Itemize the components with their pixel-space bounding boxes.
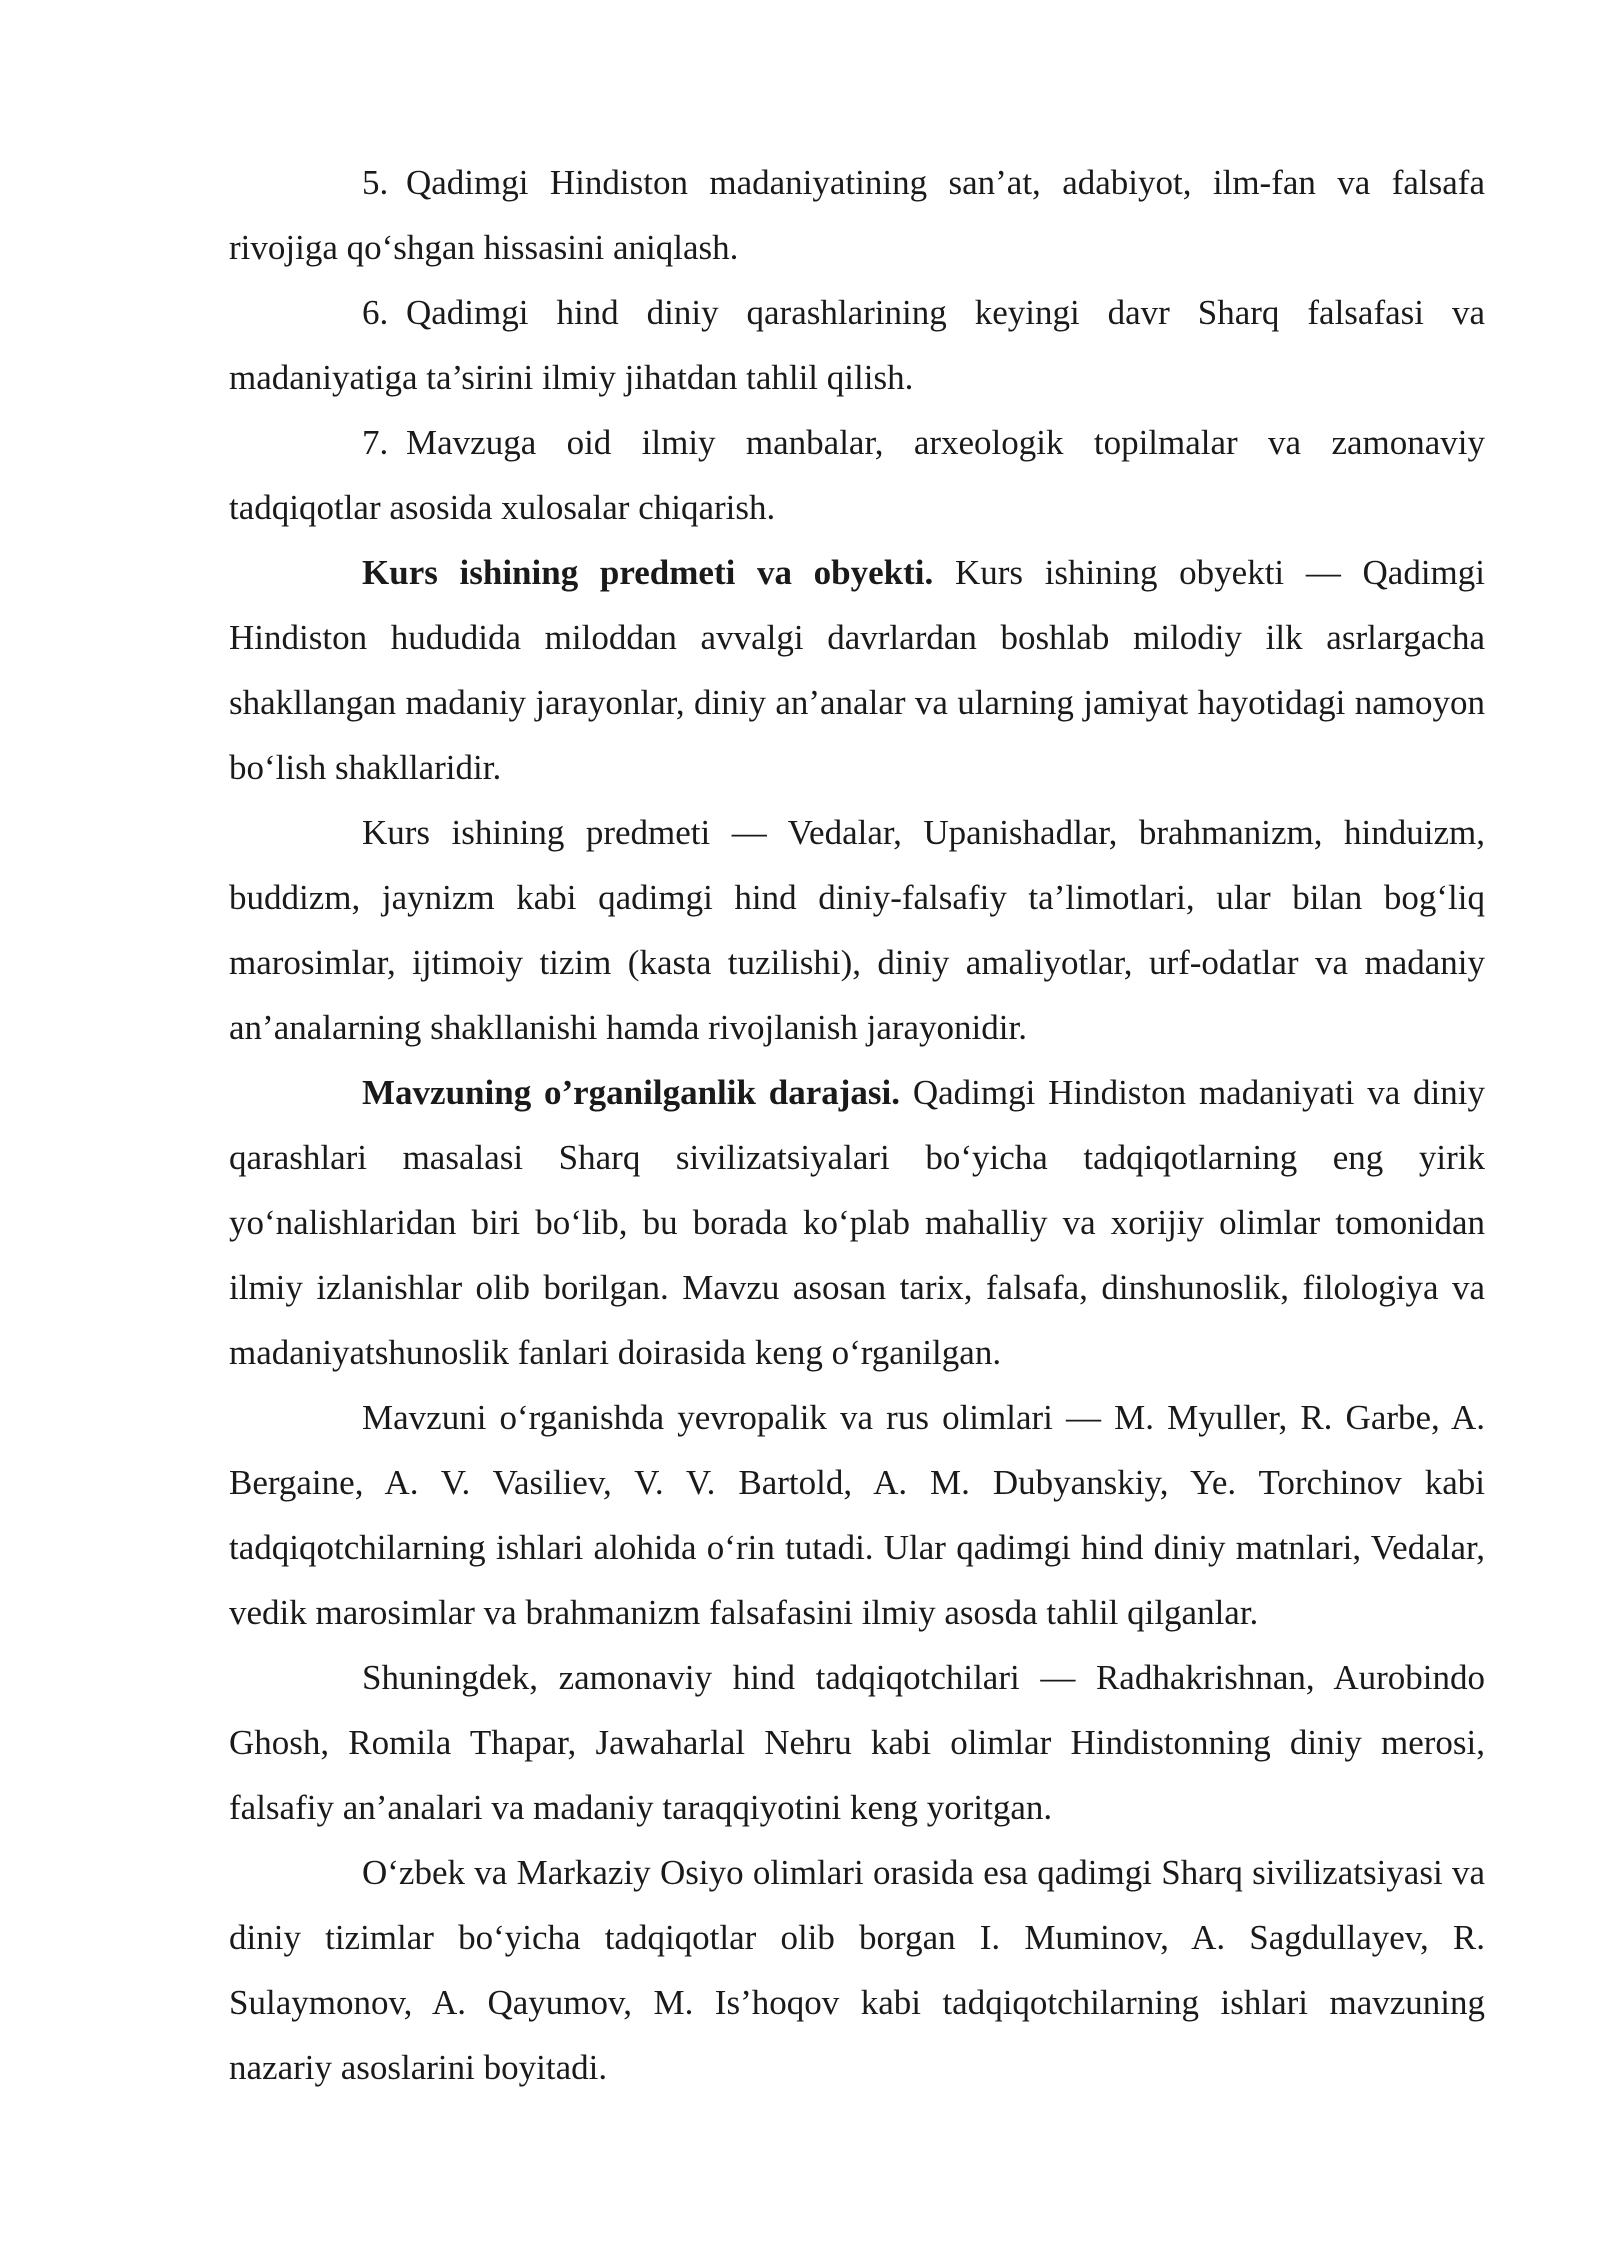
list-item-text: Qadimgi Hindiston madaniyatining san’at, adabiyot, ilm-fan va falsafa rivojiga qo‘shgan hissasini aniqlash. bbox=[229, 163, 1485, 267]
subject-object-paragraph bbox=[229, 540, 1485, 800]
list-number: 5. bbox=[362, 163, 389, 202]
list-item-5 bbox=[229, 150, 1485, 280]
list-item-text: Mavzuga oid ilmiy manbalar, arxeologik topilmalar va zamonaviy tadqiqotlar asosida xulosalar chiqarish. bbox=[229, 423, 1485, 527]
european-scholars-paragraph: Mavzuni o‘rganishda yevropalik va rus olimlari — M. Myuller, R. Garbe, A. Bergaine, A. V. Vasiliev, V. V. Bartold, A. M. Dubyanskiy, Ye. Torchinov kabi tadqiqotchilarning ishlari alohida o‘rin tutadi. Ular qadimgi hind diniy matnlari, Vedalar, vedik marosimlar va brahmanizm falsafasini ilmiy asosda tahlil qilganlar. bbox=[229, 1398, 1485, 1632]
document-page bbox=[229, 150, 1485, 2100]
list-number: 6. bbox=[362, 293, 389, 332]
list-item-6 bbox=[229, 280, 1485, 410]
indian-scholars-paragraph: Shuningdek, zamonaviy hind tadqiqotchilari — Radhakrishnan, Aurobindo Ghosh, Romila Thapar, Jawaharlal Nehru kabi olimlar Hindistonning diniy merosi, falsafiy an’analari va madaniy taraqqiyotini keng yoritgan. bbox=[229, 1658, 1485, 1827]
list-item-text: Qadimgi hind diniy qarashlarining keyingi davr Sharq falsafasi va madaniyatiga ta’sirini ilmiy jihatdan tahlil qilish. bbox=[229, 293, 1485, 397]
subject-paragraph: Kurs ishining predmeti — Vedalar, Upanishadlar, brahmanizm, hinduizm, buddizm, jaynizm kabi qadimgi hind diniy-falsafiy ta’limotlari, ular bilan bog‘liq marosimlar, ijtimoiy tizim (kasta tuzilishi), diniy amaliyotlar, urf-odatlar va madaniy an’analarning shakllanishi hamda rivojlanish jarayonidir. bbox=[229, 813, 1485, 1047]
study-level-paragraph bbox=[229, 1060, 1485, 1385]
section-heading-study-level: Mavzuning o’rganilganlik darajasi. bbox=[362, 1073, 901, 1112]
list-item-7 bbox=[229, 410, 1485, 540]
section-heading-subject-object: Kurs ishining predmeti va obyekti. bbox=[362, 553, 934, 592]
list-number: 7. bbox=[362, 423, 389, 462]
study-level-text: Qadimgi Hindiston madaniyati va diniy qarashlari masalasi Sharq sivilizatsiyalari bo‘yicha tadqiqotlarning eng yirik yo‘nalishlaridan biri bo‘lib, bu borada ko‘plab mahalliy va xorijiy olimlar tomonidan ilmiy izlanishlar olib borilgan. Mavzu asosan tarix, falsafa, dinshunoslik, filologiya va madaniyatshunoslik fanlari doirasida keng o‘rganilgan. bbox=[229, 1073, 1486, 1372]
uzbek-scholars-paragraph: O‘zbek va Markaziy Osiyo olimlari orasida esa qadimgi Sharq sivilizatsiyasi va diniy tizimlar bo‘yicha tadqiqotlar olib borgan I. Muminov, A. Sagdullayev, R. Sulaymonov, A. Qayumov, M. Is’hoqov kabi tadqiqotchilarning ishlari mavzuning nazariy asoslarini boyitadi. bbox=[229, 1853, 1485, 2087]
subject-object-text: Kurs ishining obyekti — Qadimgi Hindiston hududida miloddan avvalgi davrlardan boshlab milodiy ilk asrlargacha shakllangan madaniy jarayonlar, diniy an’analar va ularning jamiyat hayotidagi namoyon bo‘lish shakllaridir. bbox=[229, 553, 1485, 787]
